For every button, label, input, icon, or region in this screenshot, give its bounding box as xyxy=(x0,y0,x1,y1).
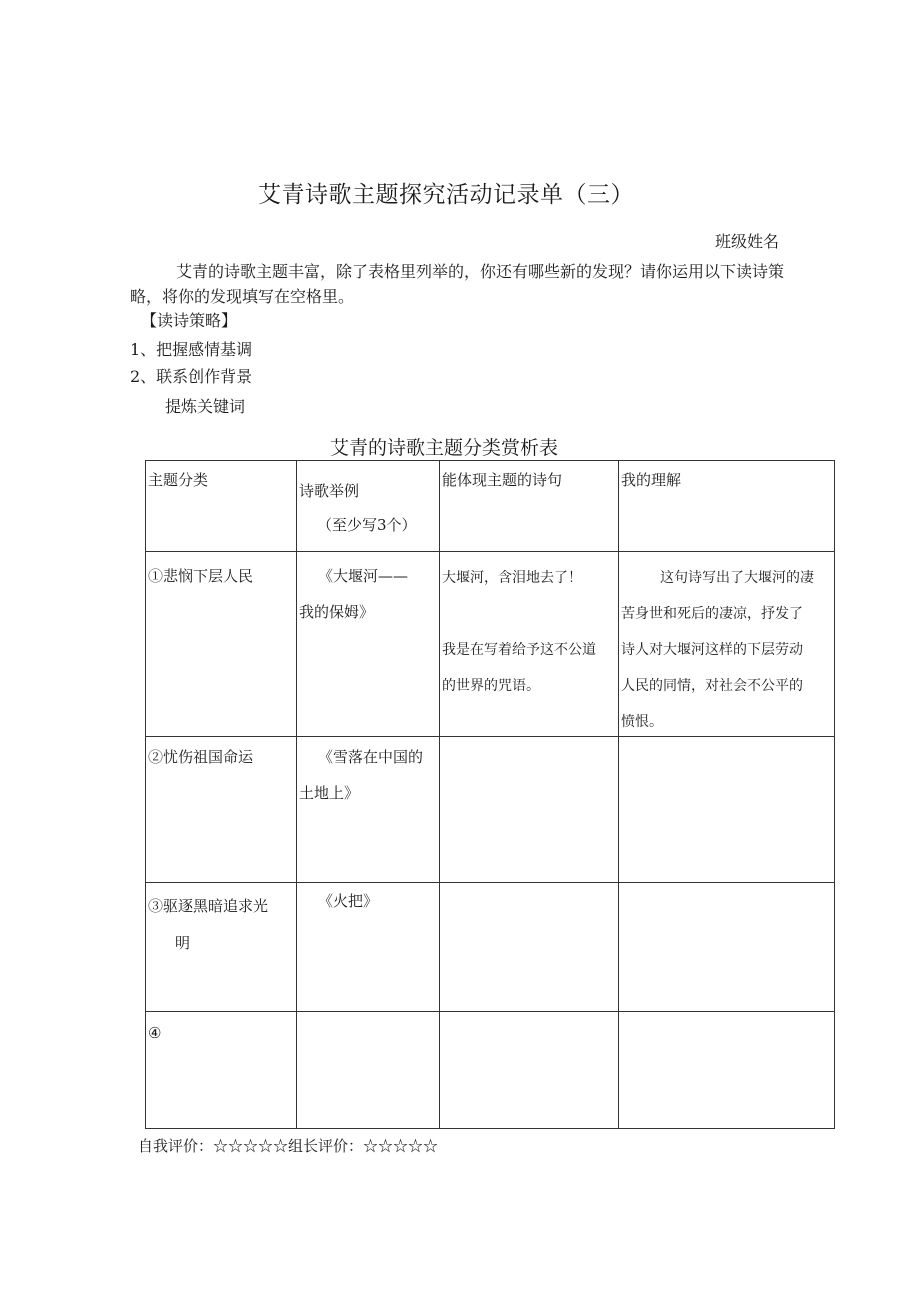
strategy-item: 提炼关键词 xyxy=(165,397,246,416)
intro-text-line-2: 略，将你的发现填写在空格里。 xyxy=(130,287,355,306)
row3-theme: 明 xyxy=(175,934,191,952)
evaluation-footer: 自我评价：☆☆☆☆☆组长评价：☆☆☆☆☆ xyxy=(138,1137,439,1155)
row1-lines: 大堰河，含泪地去了！ xyxy=(442,570,582,586)
row2-theme: ②忧伤祖国命运 xyxy=(148,748,254,766)
row1-understanding: 诗人对大堰河这样的下层劳动 xyxy=(621,642,803,658)
table-row-divider xyxy=(145,882,835,883)
table-row-divider xyxy=(145,1011,835,1012)
row1-poem: 我的保姆》 xyxy=(299,603,375,621)
row2-poem: 土地上》 xyxy=(299,784,360,802)
table-col-divider xyxy=(296,460,297,1129)
intro-text-line-1: 艾青的诗歌主题丰富，除了表格里列举的，你还有哪些新的发现？请你运用以下读诗策 xyxy=(176,262,785,281)
class-name-label: 班级姓名 xyxy=(715,232,780,251)
row3-poem: 《火把》 xyxy=(318,892,379,910)
table-border-bottom xyxy=(145,1128,835,1129)
row1-lines: 的世界的咒语。 xyxy=(442,678,540,694)
row1-understanding: 这句诗写出了大堰河的凄 xyxy=(660,570,814,586)
row1-lines: 我是在写着给予这不公道 xyxy=(442,642,596,658)
strategy-heading: 【读诗策略】 xyxy=(141,311,238,330)
row3-theme: ③驱逐黑暗追求光 xyxy=(148,897,269,915)
row2-poem: 《雪落在中国的 xyxy=(318,748,424,766)
header-poem: 诗歌举例 xyxy=(299,482,360,500)
row4-theme: ④ xyxy=(148,1024,162,1042)
table-row-divider xyxy=(145,551,835,552)
strategy-item: 2、联系创作背景 xyxy=(130,367,253,386)
header-theme: 主题分类 xyxy=(148,471,209,489)
row1-understanding: 愤恨。 xyxy=(621,714,663,730)
table-border-right xyxy=(834,460,835,1129)
document-title: 艾青诗歌主题探究活动记录单（三） xyxy=(258,182,634,208)
row1-poem: 《大堰河—— xyxy=(318,567,409,585)
row1-understanding: 苦身世和死后的凄凉，抒发了 xyxy=(621,606,803,622)
table-border-top xyxy=(145,460,835,461)
strategy-item: 1、把握感情基调 xyxy=(130,340,253,359)
table-border-left xyxy=(145,460,146,1129)
row1-theme: ①悲悯下层人民 xyxy=(148,567,254,585)
table-row-divider xyxy=(145,736,835,737)
table-col-divider xyxy=(439,460,440,1129)
header-poem-note: （至少写3个） xyxy=(317,516,417,534)
header-understanding: 我的理解 xyxy=(621,471,682,489)
header-lines: 能体现主题的诗句 xyxy=(442,471,563,489)
table-col-divider xyxy=(618,460,619,1129)
row1-understanding: 人民的同情，对社会不公平的 xyxy=(621,678,803,694)
table-title: 艾青的诗歌主题分类赏析表 xyxy=(330,437,559,459)
